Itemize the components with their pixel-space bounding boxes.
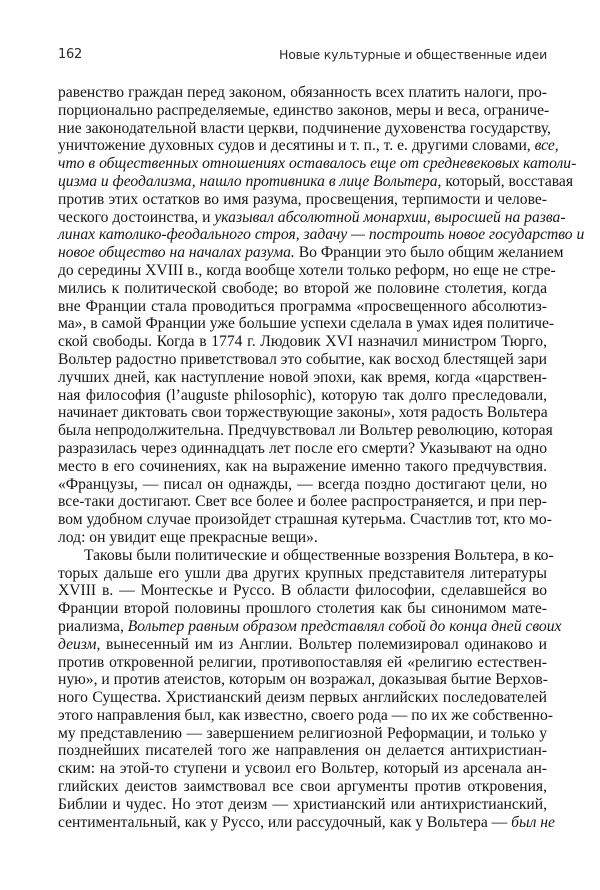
text: му представлению — завершением религиозной Реформации, и только у bbox=[58, 724, 547, 742]
text: Во Франции это было общим желанием bbox=[294, 244, 564, 262]
text-line bbox=[58, 617, 562, 636]
text-line bbox=[58, 208, 566, 227]
paragraph bbox=[58, 546, 562, 832]
text: ческого достоинства, и bbox=[58, 208, 215, 226]
text: до середины XVIII в., когда вообще хотели только реформ, но еще не стре- bbox=[58, 261, 556, 279]
text: уничтожение духовных судов и десятины и т. п., т. е. другими словами, bbox=[58, 137, 535, 155]
text: ским: на этой-то ступени и усвоил его Вольтер, который из арсенала ан- bbox=[58, 760, 547, 778]
page-number: 162 bbox=[58, 47, 82, 62]
italic-text: Вольтер равным образом представлял собой до конца дней своих bbox=[127, 617, 562, 635]
italic-text: линах католико-феодального строя, задачу — построить новое государство и bbox=[58, 226, 585, 244]
text: вне Франции стала проводиться программа «просвещенного абсолютиз- bbox=[58, 297, 547, 315]
text: вынесенный им из Англии. Вольтер полемизировал одинаково и bbox=[100, 635, 547, 653]
text-line bbox=[58, 172, 574, 191]
body-text bbox=[58, 84, 585, 831]
italic-text: цизма и феодализма, нашло противника в лице Вольтера, bbox=[58, 172, 442, 190]
text-line bbox=[58, 261, 556, 280]
text: Франции второй половины прошлого столетия как бы синонимом мате- bbox=[58, 600, 547, 618]
text: этого направления был, как известно, своего рода — по их же собственно- bbox=[58, 706, 553, 724]
text-line bbox=[58, 565, 547, 583]
text: Библии и чудес. Но этот деизм — христианский или антихристианский, bbox=[58, 795, 547, 813]
text: «Французы, — писал он однажды, — всегда поздно достигают цели, но bbox=[58, 475, 547, 493]
text-line bbox=[58, 244, 564, 262]
text-line bbox=[58, 511, 552, 529]
text-line bbox=[58, 404, 547, 422]
italic-text: новое общество на началах разума. bbox=[58, 244, 295, 262]
text-line bbox=[58, 760, 547, 778]
italic-text: что в общественных отношениях оставалось еще от средневековых католи- bbox=[58, 155, 577, 173]
text-line bbox=[58, 351, 547, 369]
text: Таковы были политические и общественные воззрения Вольтера, в ко- bbox=[84, 546, 554, 564]
text-line bbox=[58, 119, 551, 138]
text: глийских деистов заимствовал все свои аргументы против откровения, bbox=[58, 778, 547, 796]
text: вом удобном случае произойдет страшная кутерьма. Счастлив тот, кто мо- bbox=[58, 511, 552, 529]
italic-text: все, bbox=[534, 137, 559, 155]
text: позднейших писателей того же направления он делается антихристиан- bbox=[58, 742, 547, 760]
text-line bbox=[58, 298, 547, 316]
text: место в его сочинениях, как на выражение именно такого предчувствия. bbox=[58, 457, 547, 475]
text: ской свободы. Когда в 1774 г. Людовик XVI назначил министром Тюрго, bbox=[58, 333, 547, 351]
text: равенство граждан перед законом, обязанность всех платить налоги, про- bbox=[58, 84, 547, 101]
text-line bbox=[58, 333, 547, 351]
text: начинает диктовать свои торжествующие законы», хотя радость Вольтера bbox=[58, 404, 548, 422]
text: ма», в самой Франции уже большие успехи сделала в умах идея политиче- bbox=[58, 315, 555, 333]
text: против откровенной религии, противопоставляя ей «религию естествен- bbox=[58, 653, 547, 671]
text: против этих остатков во имя разума, просвещения, терпимости и челове- bbox=[58, 190, 547, 208]
text: лод: он увидит еще прекрасные вещи». bbox=[58, 528, 318, 546]
text-line bbox=[58, 706, 553, 725]
text: ную», и против атеистов, которым он возражал, доказывая бытие Верхов- bbox=[58, 671, 548, 689]
text-line bbox=[58, 226, 585, 244]
text: который, восставая bbox=[441, 172, 574, 190]
text-line bbox=[58, 315, 555, 333]
text: риализма, bbox=[58, 617, 128, 635]
text: все-таки достигают. Свет все более и более распространяется, и при пер- bbox=[58, 493, 547, 511]
text-line bbox=[58, 671, 547, 689]
text: порционально распределяемые, единство законов, меры и веса, ограниче- bbox=[58, 101, 550, 119]
text: мились к политической свободе; во второй же половине столетия, когда bbox=[58, 279, 547, 297]
text-line bbox=[58, 458, 547, 476]
text: XVIII в. — Монтескье и Руссо. В области философии, сделавшейся во bbox=[58, 582, 547, 600]
text: ние законодательной власти церкви, подчинение духовенства государству, bbox=[58, 119, 551, 137]
text-line bbox=[58, 600, 547, 618]
text-line bbox=[58, 582, 547, 600]
text: разразилась через одиннадцать лет после его смерти? Указывают на одно bbox=[58, 439, 547, 457]
text: лучших дней, как наступление новой эпохи, как время, когда «царствен- bbox=[58, 368, 547, 386]
italic-text: был не bbox=[511, 813, 555, 831]
text: торых дальше его ушли два других крупных представителя литературы bbox=[58, 564, 547, 582]
section-title: Новые культурные и общественные идеи bbox=[279, 47, 547, 62]
text-line bbox=[58, 155, 577, 173]
text: ная философия (l’auguste philosophic), которую так долго преследовали, bbox=[58, 386, 547, 404]
text-line bbox=[58, 191, 547, 209]
text-line bbox=[58, 654, 547, 672]
text: ного Существа. Христианский деизм первых английских последователей bbox=[58, 689, 547, 707]
text-line bbox=[58, 778, 547, 796]
paragraph bbox=[58, 84, 585, 547]
text: сентиментальный, как у Руссо, или рассудочный, как у Вольтера — bbox=[58, 813, 512, 831]
text: Вольтер радостно приветствовал это событие, как восход блестящей зари bbox=[58, 350, 547, 368]
text-line bbox=[58, 137, 559, 155]
italic-text: деизм, bbox=[58, 635, 101, 653]
text-line bbox=[58, 84, 547, 102]
text-line bbox=[58, 493, 547, 511]
text: была непродолжительна. Предчувствовал ли Вольтер революцию, которая bbox=[58, 422, 553, 440]
text-line bbox=[58, 546, 554, 565]
text-line bbox=[58, 280, 547, 298]
text-line bbox=[58, 101, 550, 120]
text-line bbox=[58, 813, 555, 832]
text-line bbox=[58, 636, 547, 654]
italic-text: указывал абсолютной монархии, выросшей на разва- bbox=[214, 208, 566, 226]
text-line bbox=[58, 440, 547, 458]
text-line bbox=[58, 387, 547, 405]
text-line bbox=[58, 369, 547, 387]
running-head bbox=[58, 47, 547, 67]
text-line bbox=[58, 796, 547, 814]
text-line bbox=[58, 742, 547, 760]
text-line bbox=[58, 422, 553, 440]
text-line bbox=[58, 529, 547, 547]
text-line bbox=[58, 725, 547, 743]
text-line bbox=[58, 689, 547, 707]
text-line bbox=[58, 476, 547, 494]
